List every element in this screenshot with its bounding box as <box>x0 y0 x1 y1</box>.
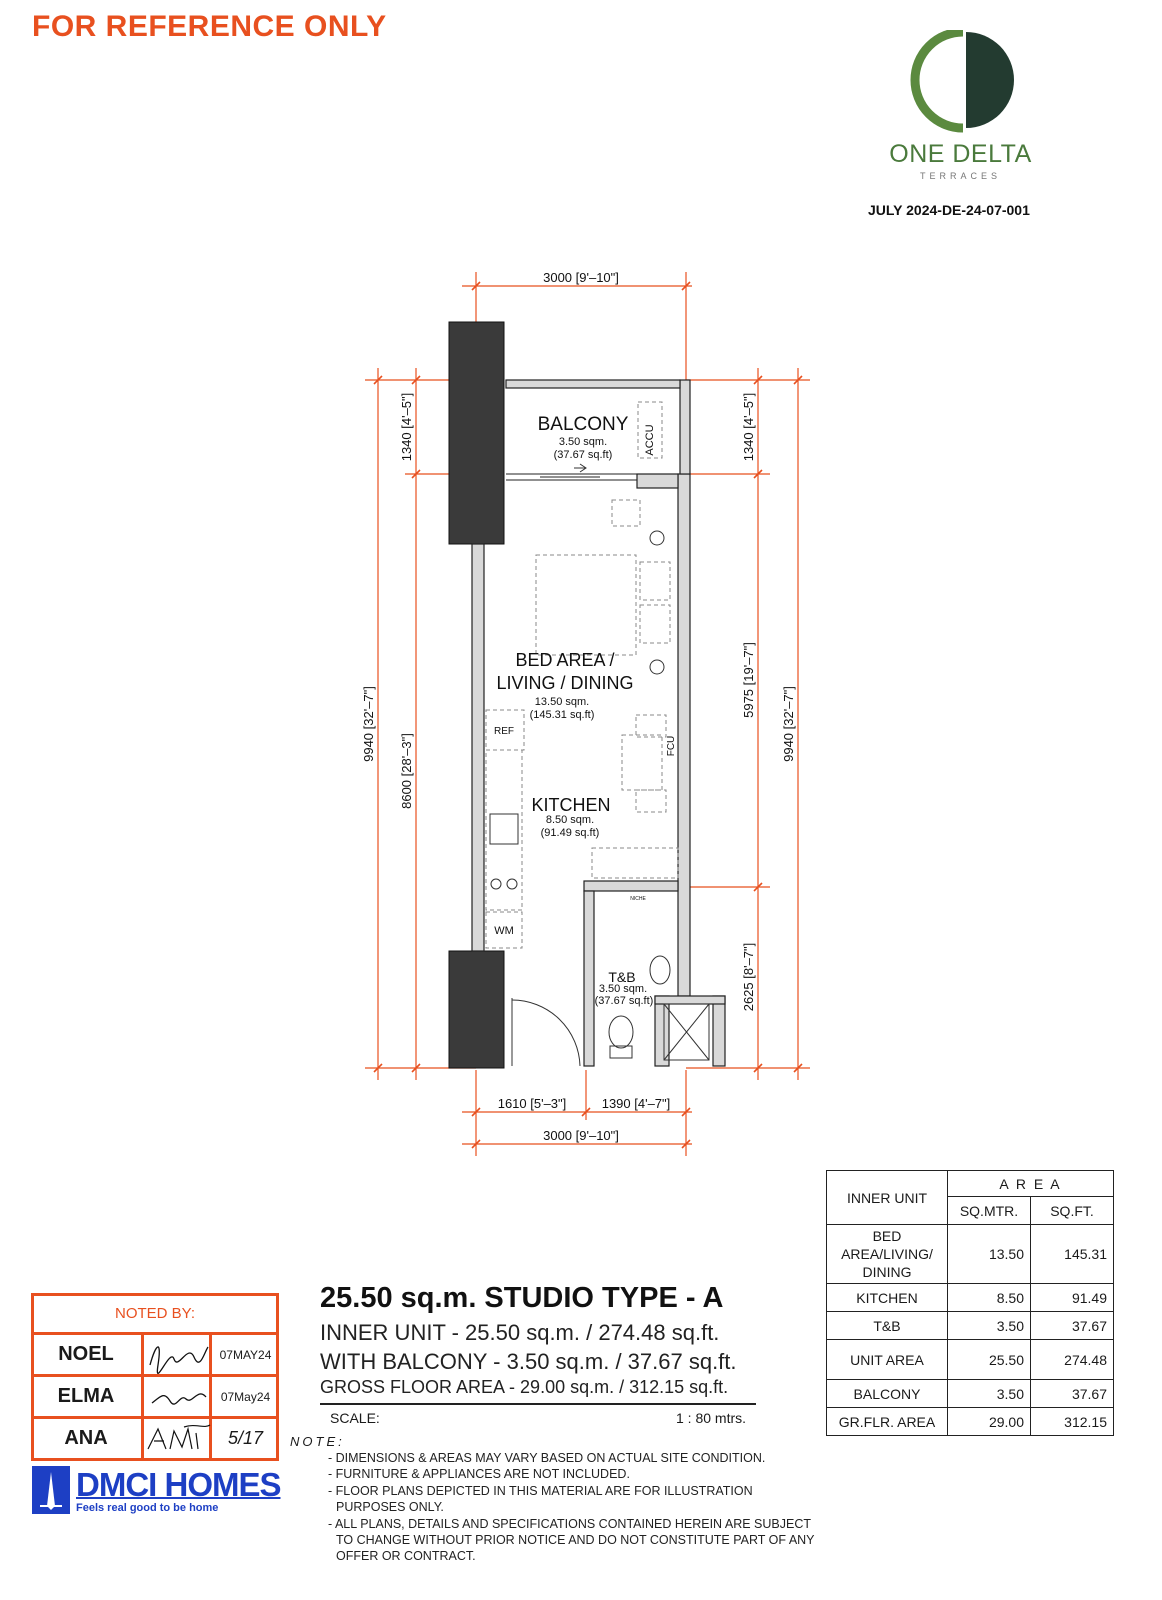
table-row: BALCONY 3.50 37.67 <box>827 1380 1114 1408</box>
scale-label: SCALE: <box>330 1410 380 1426</box>
note-item: - DIMENSIONS & AREAS MAY VARY BASED ON ACTUAL SITE CONDITION. <box>328 1451 766 1465</box>
dmci-logo-icon <box>32 1466 70 1514</box>
table-row: GR.FLR. AREA 29.00 312.15 <box>827 1408 1114 1436</box>
dim-top: 3000 [9'–10"] <box>543 270 619 285</box>
column-bottom <box>449 951 504 1068</box>
reference-banner: FOR REFERENCE ONLY <box>32 10 387 43</box>
accu-label: ACCU <box>644 424 656 456</box>
table-row: UNIT AREA 25.50 274.48 <box>827 1340 1114 1380</box>
signature-ana <box>144 1419 212 1458</box>
note-item: - ALL PLANS, DETAILS AND SPECIFICATIONS CONTAINED HEREIN ARE SUBJECT TO CHANGE WITHOUT PRIOR NOTICE AND DO NOT CONSTITUTE PART OF ANY OFFER OR CONTRACT. <box>328 1516 815 1564</box>
balcony-sqft: (37.67 sq.ft) <box>553 449 613 461</box>
dim-left-balcony: 1340 [4'–5"] <box>399 392 414 462</box>
brand-name: ONE DELTA <box>889 140 1032 168</box>
table-header-sqft: SQ.FT. <box>1031 1197 1114 1225</box>
dim-right-tb: 2625 [8'–7"] <box>741 942 756 1012</box>
bed-area-sqm: 13.50 sqm. <box>534 696 590 708</box>
dim-right-total: 9940 [32'–7"] <box>781 686 796 762</box>
bed-area-label: BED AREA / <box>515 650 615 670</box>
table-header-sqm: SQ.MTR. <box>948 1197 1031 1225</box>
kitchen-label: KITCHEN <box>531 795 611 815</box>
inner-unit-line: INNER UNIT - 25.50 sq.m. / 274.48 sq.ft. <box>320 1320 720 1345</box>
wm-label: WM <box>494 925 514 937</box>
kitchen-sqft: (91.49 sq.ft) <box>540 827 600 839</box>
balcony-line: WITH BALCONY - 3.50 sq.m. / 37.67 sq.ft. <box>320 1349 737 1374</box>
document-code: JULY 2024-DE-24-07-001 <box>868 202 1030 218</box>
table-row: T&B 3.50 37.67 <box>827 1312 1114 1340</box>
dim-left-inner: 8600 [28'–3"] <box>399 733 414 809</box>
table-row: KITCHEN 8.50 91.49 <box>827 1284 1114 1312</box>
tb-sqft: (37.67 sq.ft) <box>594 995 654 1007</box>
tb-sqm: 3.50 sqm. <box>598 983 648 995</box>
walls <box>472 380 725 1066</box>
bed-area-sqft: (145.31 sq.ft) <box>529 709 595 721</box>
living-dining-label: LIVING / DINING <box>496 673 634 693</box>
table-row: BED AREA/LIVING/ DINING 13.50 145.31 <box>827 1225 1114 1284</box>
signature-elma <box>144 1377 212 1416</box>
floor-plan <box>340 260 840 1160</box>
table-header-area: A R E A <box>948 1171 1114 1197</box>
dim-bottom: 3000 [9'–10"] <box>543 1128 619 1143</box>
dim-bottom-right: 1390 [4'–7"] <box>601 1096 671 1111</box>
noted-by-row: NOEL 07MAY24 <box>31 1332 279 1374</box>
kitchen-sqm: 8.50 sqm. <box>545 814 595 826</box>
note-item: - FLOOR PLANS DEPICTED IN THIS MATERIAL ARE FOR ILLUSTRATION PURPOSES ONLY. <box>328 1483 753 1515</box>
balcony-label: BALCONY <box>537 414 629 435</box>
dmci-tagline: Feels real good to be home <box>76 1502 219 1514</box>
fcu-label: FCU <box>666 735 677 757</box>
tb-label: T&B <box>608 969 636 985</box>
balcony-sqm: 3.50 sqm. <box>558 436 608 448</box>
ref-label: REF <box>494 726 514 737</box>
area-table <box>826 1170 1114 1436</box>
scale-value: 1 : 80 mtrs. <box>676 1410 747 1426</box>
signature-noel <box>144 1335 212 1374</box>
niche-label: NICHE <box>630 896 646 902</box>
dim-bottom-left: 1610 [5'–3"] <box>497 1096 567 1111</box>
dim-right-living: 5975 [19'–7"] <box>741 642 756 718</box>
dim-right-balcony: 1340 [4'–5"] <box>741 392 756 462</box>
note-title: NOTE: <box>290 1434 345 1449</box>
unit-title: 25.50 sq.m. STUDIO TYPE - A <box>320 1282 724 1314</box>
notes-list <box>328 1450 818 1565</box>
noted-by-title: NOTED BY: <box>114 1305 196 1322</box>
gross-floor-area-line: GROSS FLOOR AREA - 29.00 sq.m. / 312.15 sq.ft. <box>320 1377 729 1397</box>
dim-left-total: 9940 [32'–7"] <box>361 686 376 762</box>
noted-by-row: ANA 5/17 <box>31 1416 279 1458</box>
note-item: - FURNITURE & APPLIANCES ARE NOT INCLUDED. <box>328 1467 630 1482</box>
dmci-homes-name: DMCI HOMES <box>76 1466 281 1503</box>
table-header-inner-unit: INNER UNIT <box>827 1171 948 1225</box>
divider <box>320 1403 756 1405</box>
column-top <box>449 322 504 544</box>
brand-subtitle: TERRACES <box>919 171 1001 181</box>
noted-by-row: ELMA 07May24 <box>31 1374 279 1416</box>
